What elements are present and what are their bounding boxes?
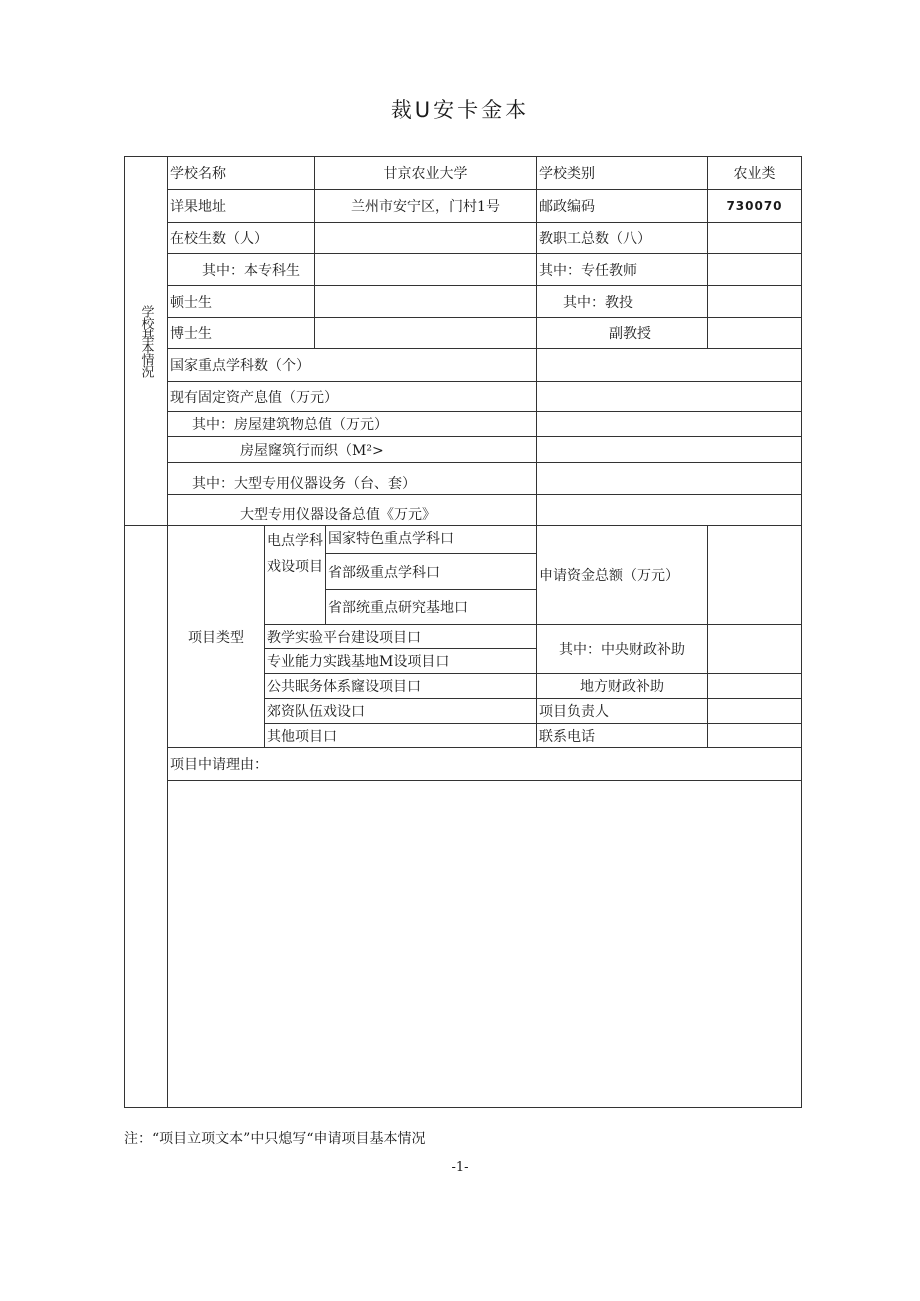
undergrad-value — [315, 254, 537, 286]
professor-value — [708, 286, 801, 318]
total-funds-value — [708, 526, 801, 625]
building-value-value — [537, 412, 801, 437]
key-disciplines-label: 国家重点学科数（个） — [168, 349, 537, 382]
practice-base-option[interactable]: 专业能力实践基地M设项目口 — [265, 649, 537, 674]
instruments-value-label: 大型专用仪器设备总值《万元》 — [168, 495, 537, 526]
phd-label: 博士生 — [168, 318, 315, 349]
contact-phone-label: 联系电话 — [537, 724, 708, 748]
document-title: 裁U安卡金本 — [390, 98, 530, 122]
project-reason-textarea[interactable] — [168, 781, 801, 1107]
section3-blank-column — [125, 748, 168, 1107]
project-leader-label: 项目负责人 — [537, 699, 708, 724]
instruments-value — [537, 463, 801, 495]
section-school-basic-info-label: 学校基本情況 — [125, 157, 168, 526]
public-service-option[interactable]: 公共眠务体系窿设项目口 — [265, 674, 537, 699]
master-label: 顿士生 — [168, 286, 315, 318]
project-leader-value — [708, 699, 801, 724]
instruments-label: 其中：大型专用仪器设务（台、套） — [168, 463, 537, 495]
fulltime-teacher-label: 其中：专任教师 — [537, 254, 708, 286]
national-key-discipline-option[interactable]: 国家特色重点学科口 — [326, 526, 537, 554]
students-value — [315, 223, 537, 254]
provincial-key-discipline-option[interactable]: 省部级重点学科口 — [326, 554, 537, 590]
key-discipline-construction-label: 电点学科戏设项目 — [267, 533, 323, 575]
students-label: 在校生数（人） — [168, 223, 315, 254]
key-discipline-construction-cell — [265, 526, 326, 625]
assoc-prof-value — [708, 318, 801, 349]
address-label: 详果地址 — [168, 190, 315, 223]
fulltime-teacher-value — [708, 254, 801, 286]
school-name-value: 甘京农业大学 — [315, 157, 537, 190]
other-project-option[interactable]: 其他项目口 — [265, 724, 537, 748]
school-type-value: 农业类 — [708, 157, 801, 190]
page-number: -1- — [451, 1160, 469, 1175]
total-funds-label: 申请资金总额（万元） — [537, 526, 708, 625]
teaching-lab-option[interactable]: 教学实验平台建设项目口 — [265, 625, 537, 649]
phd-value — [315, 318, 537, 349]
postcode-label: 邮政编码 — [537, 190, 708, 223]
fixed-assets-label: 现有固定资产息值（万元） — [168, 382, 537, 412]
instruments-value-amount — [537, 495, 801, 526]
undergrad-label: 其中：本专科生 — [168, 254, 315, 286]
master-value — [315, 286, 537, 318]
footnote: 注：“项目立项文本”中只熄写“申请项目基本情况 — [124, 1131, 426, 1147]
faculty-option[interactable]: 郊资队伍戏设口 — [265, 699, 537, 724]
staff-label: 教职工总数（八） — [537, 223, 708, 254]
local-subsidy-label: 地方财政补助 — [537, 674, 708, 699]
professor-label: 其中：教投 — [537, 286, 708, 318]
building-area-value — [537, 437, 801, 463]
section2-blank-column — [125, 526, 168, 748]
local-subsidy-value — [708, 674, 801, 699]
fixed-assets-value — [537, 382, 801, 412]
address-value: 兰州市安宁区，门村1号 — [315, 190, 537, 223]
central-subsidy-label: 其中：中央财政补助 — [537, 625, 708, 674]
building-area-label: 房屋窿筑行而织（M²> — [168, 437, 537, 463]
central-subsidy-value — [708, 625, 801, 674]
school-name-label: 学校名称 — [168, 157, 315, 190]
postcode-value: 730070 — [708, 190, 801, 223]
provincial-research-base-option[interactable]: 省部统重点研究基地口 — [326, 590, 537, 625]
building-value-label: 其中：房屋建筑物总值（万元） — [168, 412, 537, 437]
project-type-label: 项目类型 — [168, 526, 265, 748]
key-disciplines-value — [537, 349, 801, 382]
school-type-label: 学校类别 — [537, 157, 708, 190]
contact-phone-value — [708, 724, 801, 748]
staff-value — [708, 223, 801, 254]
project-reason-label: 项目中请理由： — [168, 748, 801, 781]
application-form-table — [124, 156, 802, 1108]
assoc-prof-label: 副教授 — [537, 318, 708, 349]
